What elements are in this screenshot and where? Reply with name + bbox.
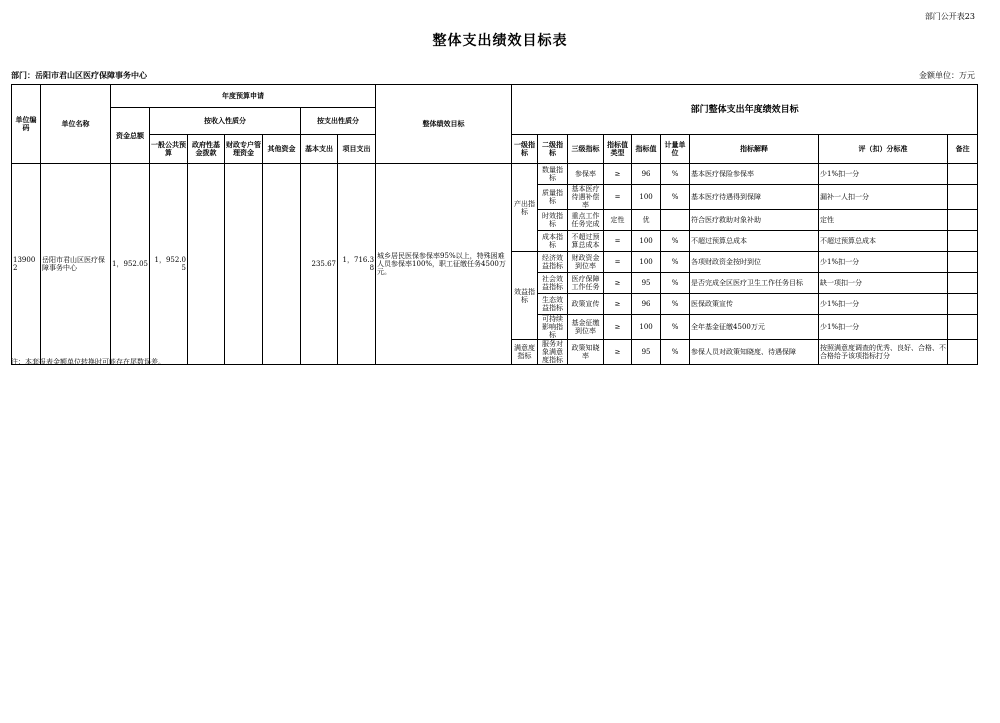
scoring-cell: 少1%扣一分 [819, 164, 948, 185]
level2-cell: 社会效益指标 [538, 273, 568, 294]
level2-cell: 可持续影响指标 [538, 315, 568, 340]
general-budget-cell: 1，952.05 [150, 164, 188, 365]
header-basic-expense: 基本支出 [301, 135, 338, 164]
scoring-cell: 少1%扣一分 [819, 294, 948, 315]
value-cell: 95 [632, 273, 661, 294]
value-type-cell: 定性 [604, 210, 632, 231]
level3-cell: 基金征缴到位率 [568, 315, 604, 340]
special-fund-cell [225, 164, 263, 365]
scoring-cell: 漏补一人扣一分 [819, 185, 948, 210]
header-level1: 一级指标 [512, 135, 538, 164]
value-cell: 95 [632, 340, 661, 365]
header-project-expense: 项目支出 [338, 135, 376, 164]
measure-unit-cell [661, 210, 690, 231]
scoring-cell: 按照满意度调查的优秀、良好、合格、不合格给予该项指标打分 [819, 340, 948, 365]
measure-unit-cell: % [661, 294, 690, 315]
header-level3: 三级指标 [568, 135, 604, 164]
level2-cell: 成本指标 [538, 231, 568, 252]
performance-table [11, 84, 978, 365]
header-special-fund: 财政专户管理资金 [225, 135, 263, 164]
value-cell: 100 [632, 315, 661, 340]
value-type-cell: = [604, 252, 632, 273]
header-scoring: 评（扣）分标准 [819, 135, 948, 164]
header-general-budget: 一般公共预算 [150, 135, 188, 164]
explain-cell: 医保政策宣传 [690, 294, 819, 315]
level3-cell: 不超过预算总成本 [568, 231, 604, 252]
level3-cell: 政策知晓率 [568, 340, 604, 365]
header-other-funds: 其他资金 [263, 135, 301, 164]
remark-cell [948, 252, 978, 273]
explain-cell: 各项财政资金按时到位 [690, 252, 819, 273]
measure-unit-cell: % [661, 340, 690, 365]
value-cell: 100 [632, 252, 661, 273]
level1-output-cell: 产出指标 [512, 164, 538, 252]
value-type-cell: ≥ [604, 273, 632, 294]
scoring-cell: 定性 [819, 210, 948, 231]
header-dept-goal: 部门整体支出年度绩效目标 [512, 85, 978, 135]
header-unit-code: 单位编码 [12, 85, 41, 164]
value-type-cell: ≥ [604, 340, 632, 365]
value-type-cell: = [604, 185, 632, 210]
gov-fund-cell [188, 164, 225, 365]
header-total-funds: 资金总额 [111, 108, 150, 164]
explain-cell: 基本医疗保险参保率 [690, 164, 819, 185]
header-level2: 二级指标 [538, 135, 568, 164]
level3-cell: 重点工作任务完成 [568, 210, 604, 231]
scoring-cell: 少1%扣一分 [819, 252, 948, 273]
explain-cell: 不超过预算总成本 [690, 231, 819, 252]
basic-expense-cell: 235.67 [301, 164, 338, 365]
explain-cell: 符合医疗救助对象补助 [690, 210, 819, 231]
level2-cell: 数量指标 [538, 164, 568, 185]
level2-cell: 服务对象满意度指标 [538, 340, 568, 365]
remark-cell [948, 164, 978, 185]
remark-cell [948, 210, 978, 231]
header-annual-budget: 年度预算申请 [111, 85, 376, 108]
value-cell: 96 [632, 294, 661, 315]
page-title: 整体支出绩效目标表 [432, 33, 568, 49]
table-number-label: 部门公开表23 [924, 12, 975, 21]
amount-unit-label: 金额单位：万元 [919, 71, 975, 80]
header-by-expense: 按支出性质分 [301, 108, 376, 135]
measure-unit-cell: % [661, 231, 690, 252]
remark-cell [948, 294, 978, 315]
overall-goal-cell: 城乡居民医保参保率95%以上，特殊困难人员参保率100%，职工征缴任务4500万元。 [376, 164, 512, 365]
explain-cell: 全年基金征缴4500万元 [690, 315, 819, 340]
measure-unit-cell: % [661, 164, 690, 185]
value-cell: 100 [632, 185, 661, 210]
value-type-cell: ≥ [604, 164, 632, 185]
remark-cell [948, 315, 978, 340]
level1-satisfaction-cell: 满意度指标 [512, 340, 538, 365]
level3-cell: 政策宣传 [568, 294, 604, 315]
header-overall-goal: 整体绩效目标 [376, 85, 512, 164]
level1-benefit-cell: 效益指标 [512, 252, 538, 340]
level3-cell: 参保率 [568, 164, 604, 185]
project-expense-cell: 1，716.38 [338, 164, 376, 365]
scoring-cell: 少1%扣一分 [819, 315, 948, 340]
value-cell: 96 [632, 164, 661, 185]
measure-unit-cell: % [661, 315, 690, 340]
value-type-cell: = [604, 231, 632, 252]
header-remark: 备注 [948, 135, 978, 164]
remark-cell [948, 340, 978, 365]
header-row-1 [12, 85, 978, 108]
level3-cell: 医疗保障工作任务 [568, 273, 604, 294]
value-cell: 100 [632, 231, 661, 252]
scoring-cell: 不超过预算总成本 [819, 231, 948, 252]
explain-cell: 是否完成全区医疗卫生工作任务目标 [690, 273, 819, 294]
scoring-cell: 缺一项扣一分 [819, 273, 948, 294]
level2-cell: 经济效益指标 [538, 252, 568, 273]
level3-cell: 基本医疗待遇补偿率 [568, 185, 604, 210]
level3-cell: 财政资金到位率 [568, 252, 604, 273]
footnote: 注：本套报表金额单位转换时可能存在尾数误差。 [11, 358, 165, 366]
measure-unit-cell: % [661, 252, 690, 273]
table-row [12, 164, 978, 185]
measure-unit-cell: % [661, 273, 690, 294]
header-value-type: 指标值类型 [604, 135, 632, 164]
level2-cell: 时效指标 [538, 210, 568, 231]
value-type-cell: ≥ [604, 294, 632, 315]
other-funds-cell [263, 164, 301, 365]
unit-name-cell: 岳阳市君山区医疗保障事务中心 [41, 164, 111, 365]
header-by-income: 按收入性质分 [150, 108, 301, 135]
header-unit-name: 单位名称 [41, 85, 111, 164]
unit-code-cell: 139002 [12, 164, 41, 365]
remark-cell [948, 273, 978, 294]
department-label: 部门：岳阳市君山区医疗保障事务中心 [11, 70, 147, 80]
explain-cell: 基本医疗待遇得到保障 [690, 185, 819, 210]
level2-cell: 生态效益指标 [538, 294, 568, 315]
value-type-cell: ≥ [604, 315, 632, 340]
header-value: 指标值 [632, 135, 661, 164]
header-gov-fund: 政府性基金拨款 [188, 135, 225, 164]
measure-unit-cell: % [661, 185, 690, 210]
total-funds-cell: 1，952.05 [111, 164, 150, 365]
header-measure-unit: 计量单位 [661, 135, 690, 164]
remark-cell [948, 185, 978, 210]
header-explain: 指标解释 [690, 135, 819, 164]
remark-cell [948, 231, 978, 252]
level2-cell: 质量指标 [538, 185, 568, 210]
value-cell: 优 [632, 210, 661, 231]
explain-cell: 参保人员对政策知晓度、待遇保障 [690, 340, 819, 365]
